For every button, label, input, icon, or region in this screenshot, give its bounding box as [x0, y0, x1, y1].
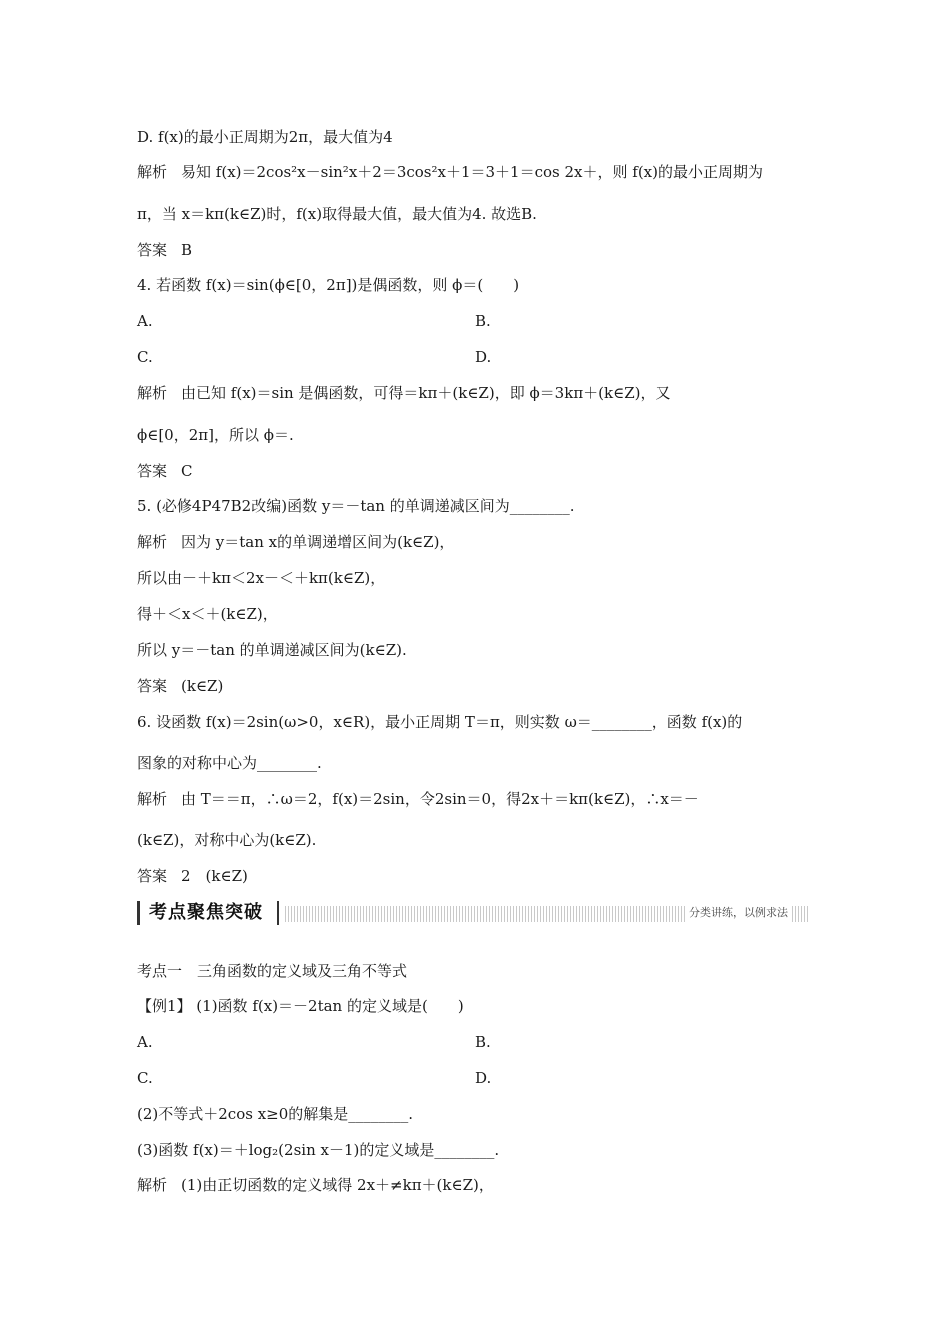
answer-label: 答案	[137, 867, 168, 885]
option-d-text: D. f(x)的最小正周期为2π，最大值为4	[137, 128, 393, 146]
answer-line	[137, 866, 248, 886]
solution-text: 易知 f(x)＝2cos²x－sin²x＋2＝3cos²x＋1＝3＋1＝cos 2x＋，则 f(x)的最小正周期为	[181, 163, 763, 181]
solution-label: 解析	[137, 790, 168, 808]
question-6: 6. 设函数 f(x)＝2sin(ω>0，x∈R)，最小正周期 T＝π，则实数 ω＝________，函数 f(x)的	[137, 713, 743, 731]
solution-line	[137, 162, 763, 182]
solution-text-cont: 所以 y＝－tan 的单调递减区间为(k∈Z).	[137, 641, 407, 659]
option-b: B.	[475, 1033, 491, 1051]
solution-text-cont: ϕ∈[0，2π]，所以 ϕ＝.	[137, 426, 294, 444]
question-6-cont: 图象的对称中心为________.	[137, 754, 322, 772]
solution-text: 由已知 f(x)＝sin 是偶函数，可得＝kπ＋(k∈Z)，即 ϕ＝3kπ＋(k∈Z)，又	[181, 384, 671, 402]
answer-value: (k∈Z)	[181, 677, 224, 695]
solution-text: (1)由正切函数的定义域得 2x＋≠kπ＋(k∈Z)，	[181, 1176, 494, 1194]
solution-label: 解析	[137, 163, 168, 181]
solution-line	[137, 532, 454, 552]
option-a: A.	[137, 312, 153, 330]
banner-title: 考点聚焦突破	[149, 902, 263, 923]
option-d: D.	[475, 1069, 492, 1087]
banner-divider	[277, 901, 279, 925]
solution-label: 解析	[137, 384, 168, 402]
answer-line	[137, 676, 223, 696]
answer-label: 答案	[137, 677, 168, 695]
section-banner	[137, 901, 810, 925]
option-c: C.	[137, 348, 153, 366]
solution-line	[137, 789, 699, 809]
option-a: A.	[137, 1033, 153, 1051]
example-1-part-3: (3)函数 f(x)＝＋log₂(2sin x－1)的定义域是________.	[137, 1141, 500, 1159]
solution-line	[137, 383, 671, 403]
banner-left-bar	[137, 901, 140, 925]
solution-text-cont: (k∈Z)，对称中心为(k∈Z).	[137, 831, 317, 849]
answer-line	[137, 461, 193, 481]
answer-value: C	[181, 462, 193, 480]
solution-text-cont: 得＋＜x＜＋(k∈Z)，	[137, 605, 278, 623]
solution-text: 由 T＝＝π，∴ω＝2，f(x)＝2sin，令2sin＝0，得2x＋＝kπ(k∈Z)，∴x＝－	[181, 790, 699, 808]
example-1: 【例1】 (1)函数 f(x)＝－2tan 的定义域是( )	[137, 997, 464, 1015]
answer-line	[137, 240, 192, 260]
option-c: C.	[137, 1069, 153, 1087]
option-b: B.	[475, 312, 491, 330]
example-1-part-2: (2)不等式＋2cos x≥0的解集是________.	[137, 1105, 414, 1123]
question-4: 4. 若函数 f(x)＝sin(ϕ∈[0，2π])是偶函数，则 ϕ＝( )	[137, 276, 520, 294]
answer-label: 答案	[137, 241, 168, 259]
solution-text-cont: π，当 x＝kπ(k∈Z)时，f(x)取得最大值，最大值为4. 故选B.	[137, 205, 537, 223]
question-5: 5. (必修4P47B2改编)函数 y＝－tan 的单调递减区间为________.	[137, 497, 575, 515]
option-d: D.	[475, 348, 492, 366]
solution-text-cont: 所以由－＋kπ＜2x－＜＋kπ(k∈Z)，	[137, 569, 386, 587]
section-heading: 考点一 三角函数的定义域及三角不等式	[137, 962, 408, 980]
answer-value: 2 (k∈Z)	[181, 867, 248, 885]
answer-label: 答案	[137, 462, 168, 480]
solution-label: 解析	[137, 1176, 168, 1194]
solution-label: 解析	[137, 533, 168, 551]
solution-text: 因为 y＝tan x的单调递增区间为(k∈Z)，	[181, 533, 455, 551]
answer-value: B	[181, 241, 193, 259]
banner-subtitle: 分类讲练，以例求法	[685, 904, 792, 922]
solution-line	[137, 1175, 494, 1195]
